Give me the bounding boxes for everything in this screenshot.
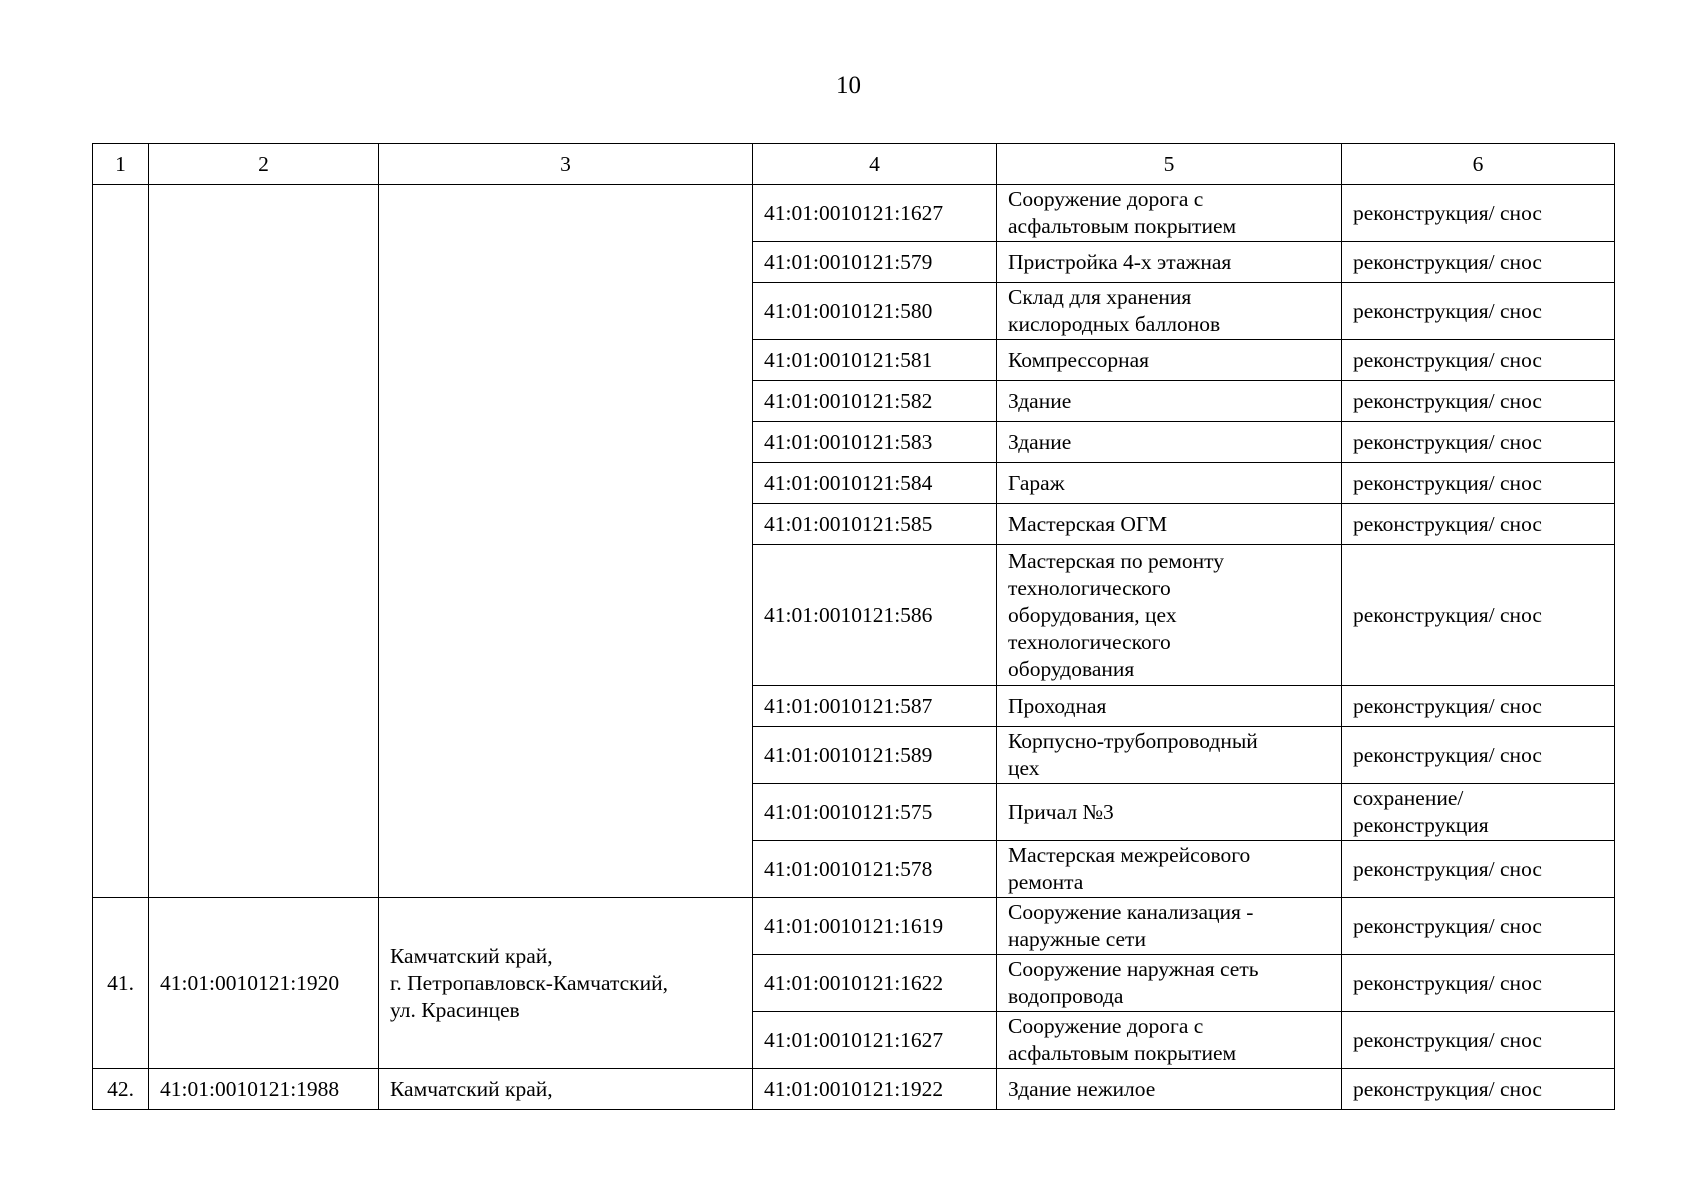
cadastral-number-cell: 41:01:0010121:578: [753, 841, 997, 898]
object-name-cell: [997, 686, 1342, 727]
object-name-line: Сооружение дорога с: [1008, 1014, 1204, 1038]
object-name-line: Причал №3: [1008, 799, 1114, 824]
action-line: реконструкция/ снос: [1353, 856, 1542, 881]
object-name-line: Мастерская по ремонту: [1008, 548, 1225, 573]
cadastral-number-cell: 41:01:0010121:586: [753, 545, 997, 686]
object-name-line: технологического: [1008, 629, 1171, 654]
action-cell: [1342, 727, 1615, 784]
object-name-line: Проходная: [1008, 693, 1107, 718]
parcel-number-cell: 41:01:0010121:1988: [149, 1069, 379, 1110]
address-cell: [379, 898, 753, 1069]
action-cell: [1342, 185, 1615, 242]
object-name-line: асфальтовым покрытием: [1008, 1041, 1237, 1065]
action-cell: [1342, 381, 1615, 422]
action-cell: [1342, 686, 1615, 727]
action-cell: [1342, 545, 1615, 686]
action-cell: [1342, 1012, 1615, 1069]
object-name-line: технологического: [1008, 575, 1171, 600]
object-name-cell: [997, 955, 1342, 1012]
object-name-cell: [997, 784, 1342, 841]
object-name-line: Пристройка 4-х этажная: [1008, 249, 1232, 274]
object-name-cell: [997, 242, 1342, 283]
cadastral-number-cell: 41:01:0010121:583: [753, 422, 997, 463]
action-line: реконструкция/ снос: [1353, 742, 1542, 767]
column-number: 1: [93, 144, 149, 185]
object-name-line: Корпусно-трубопроводный: [1008, 729, 1258, 753]
object-name-cell: [997, 283, 1342, 340]
object-name-line: кислородных баллонов: [1008, 312, 1221, 336]
object-name-cell: [997, 340, 1342, 381]
action-cell: [1342, 898, 1615, 955]
object-name-line: Здание нежилое: [1008, 1076, 1156, 1101]
object-name-line: Здание: [1008, 429, 1072, 454]
cadastral-number-cell: 41:01:0010121:1627: [753, 1012, 997, 1069]
address-line: Камчатский край,: [390, 943, 553, 968]
row-number-cell: 42.: [93, 1069, 149, 1110]
table-row: [93, 185, 1615, 242]
object-name-cell: [997, 381, 1342, 422]
object-name-line: ремонта: [1008, 870, 1084, 894]
action-line: реконструкция/ снос: [1353, 200, 1542, 225]
cadastral-number-cell: 41:01:0010121:1627: [753, 185, 997, 242]
object-name-line: Здание: [1008, 388, 1072, 413]
object-name-cell: [997, 1012, 1342, 1069]
cadastral-number-cell: 41:01:0010121:579: [753, 242, 997, 283]
action-cell: [1342, 283, 1615, 340]
object-name-line: Сооружение канализация -: [1008, 900, 1254, 924]
action-line: реконструкция/ снос: [1353, 1076, 1542, 1101]
cadastral-number-cell: 41:01:0010121:1619: [753, 898, 997, 955]
object-name-line: Компрессорная: [1008, 347, 1150, 372]
action-cell: [1342, 1069, 1615, 1110]
parcel-number-cell: [149, 185, 379, 898]
cadastral-number-cell: 41:01:0010121:1622: [753, 955, 997, 1012]
column-number-row: [93, 144, 1615, 185]
action-cell: [1342, 784, 1615, 841]
table-row: [93, 898, 1615, 955]
object-name-cell: [997, 463, 1342, 504]
object-name-line: Гараж: [1008, 470, 1065, 495]
cadastral-number-cell: 41:01:0010121:581: [753, 340, 997, 381]
cadastral-number-cell: 41:01:0010121:585: [753, 504, 997, 545]
row-number-cell: 41.: [93, 898, 149, 1069]
action-cell: [1342, 841, 1615, 898]
cadastral-number-cell: 41:01:0010121:580: [753, 283, 997, 340]
address-cell: [379, 185, 753, 898]
action-line: реконструкция/ снос: [1353, 388, 1542, 413]
row-number-cell: [93, 185, 149, 898]
object-name-cell: [997, 185, 1342, 242]
object-name-line: асфальтовым покрытием: [1008, 214, 1237, 238]
cadastral-number-cell: 41:01:0010121:575: [753, 784, 997, 841]
column-number: 2: [149, 144, 379, 185]
object-name-line: водопровода: [1008, 984, 1124, 1008]
object-name-cell: [997, 727, 1342, 784]
object-name-line: оборудования: [1008, 656, 1135, 681]
action-line: реконструкция/ снос: [1353, 347, 1542, 372]
action-line: сохранение/: [1353, 786, 1464, 810]
cadastral-number-cell: 41:01:0010121:1922: [753, 1069, 997, 1110]
column-number: 6: [1342, 144, 1615, 185]
cadastral-number-cell: 41:01:0010121:582: [753, 381, 997, 422]
column-number: 5: [997, 144, 1342, 185]
action-line: реконструкция/ снос: [1353, 602, 1542, 627]
action-line: реконструкция/ снос: [1353, 470, 1542, 495]
action-line: реконструкция/ снос: [1353, 970, 1542, 995]
column-number: 3: [379, 144, 753, 185]
object-name-line: Мастерская межрейсового: [1008, 843, 1251, 867]
action-line: реконструкция/ снос: [1353, 913, 1542, 938]
action-cell: [1342, 955, 1615, 1012]
action-line: реконструкция/ снос: [1353, 298, 1542, 323]
cadastral-number-cell: 41:01:0010121:584: [753, 463, 997, 504]
action-cell: [1342, 463, 1615, 504]
page-number: 10: [836, 72, 861, 99]
action-line: реконструкция/ снос: [1353, 249, 1542, 274]
object-name-cell: [997, 898, 1342, 955]
action-line: реконструкция/ снос: [1353, 1027, 1542, 1052]
action-line: реконструкция: [1353, 813, 1489, 837]
table-row: [93, 1069, 1615, 1110]
action-cell: [1342, 504, 1615, 545]
action-line: реконструкция/ снос: [1353, 429, 1542, 454]
column-number: 4: [753, 144, 997, 185]
address-line: Камчатский край,: [390, 1076, 553, 1101]
cadastral-number-cell: 41:01:0010121:589: [753, 727, 997, 784]
object-name-line: наружные сети: [1008, 927, 1146, 951]
address-line: г. Петропавловск-Камчатский,: [390, 970, 668, 995]
object-name-line: цех: [1008, 756, 1040, 780]
cadastral-number-cell: 41:01:0010121:587: [753, 686, 997, 727]
object-name-cell: [997, 841, 1342, 898]
object-name-cell: [997, 545, 1342, 686]
address-line: ул. Красинцев: [390, 997, 520, 1022]
object-name-cell: [997, 1069, 1342, 1110]
action-cell: [1342, 340, 1615, 381]
object-name-line: Сооружение дорога с: [1008, 187, 1204, 211]
action-line: реконструкция/ снос: [1353, 511, 1542, 536]
object-name-line: Сооружение наружная сеть: [1008, 957, 1259, 981]
object-name-line: оборудования, цех: [1008, 602, 1177, 627]
object-name-line: Склад для хранения: [1008, 285, 1192, 309]
action-cell: [1342, 242, 1615, 283]
object-name-cell: [997, 422, 1342, 463]
register-table: [92, 143, 1615, 1110]
action-line: реконструкция/ снос: [1353, 693, 1542, 718]
action-cell: [1342, 422, 1615, 463]
object-name-line: Мастерская ОГМ: [1008, 511, 1168, 536]
object-name-cell: [997, 504, 1342, 545]
parcel-number-cell: 41:01:0010121:1920: [149, 898, 379, 1069]
address-cell: [379, 1069, 753, 1110]
